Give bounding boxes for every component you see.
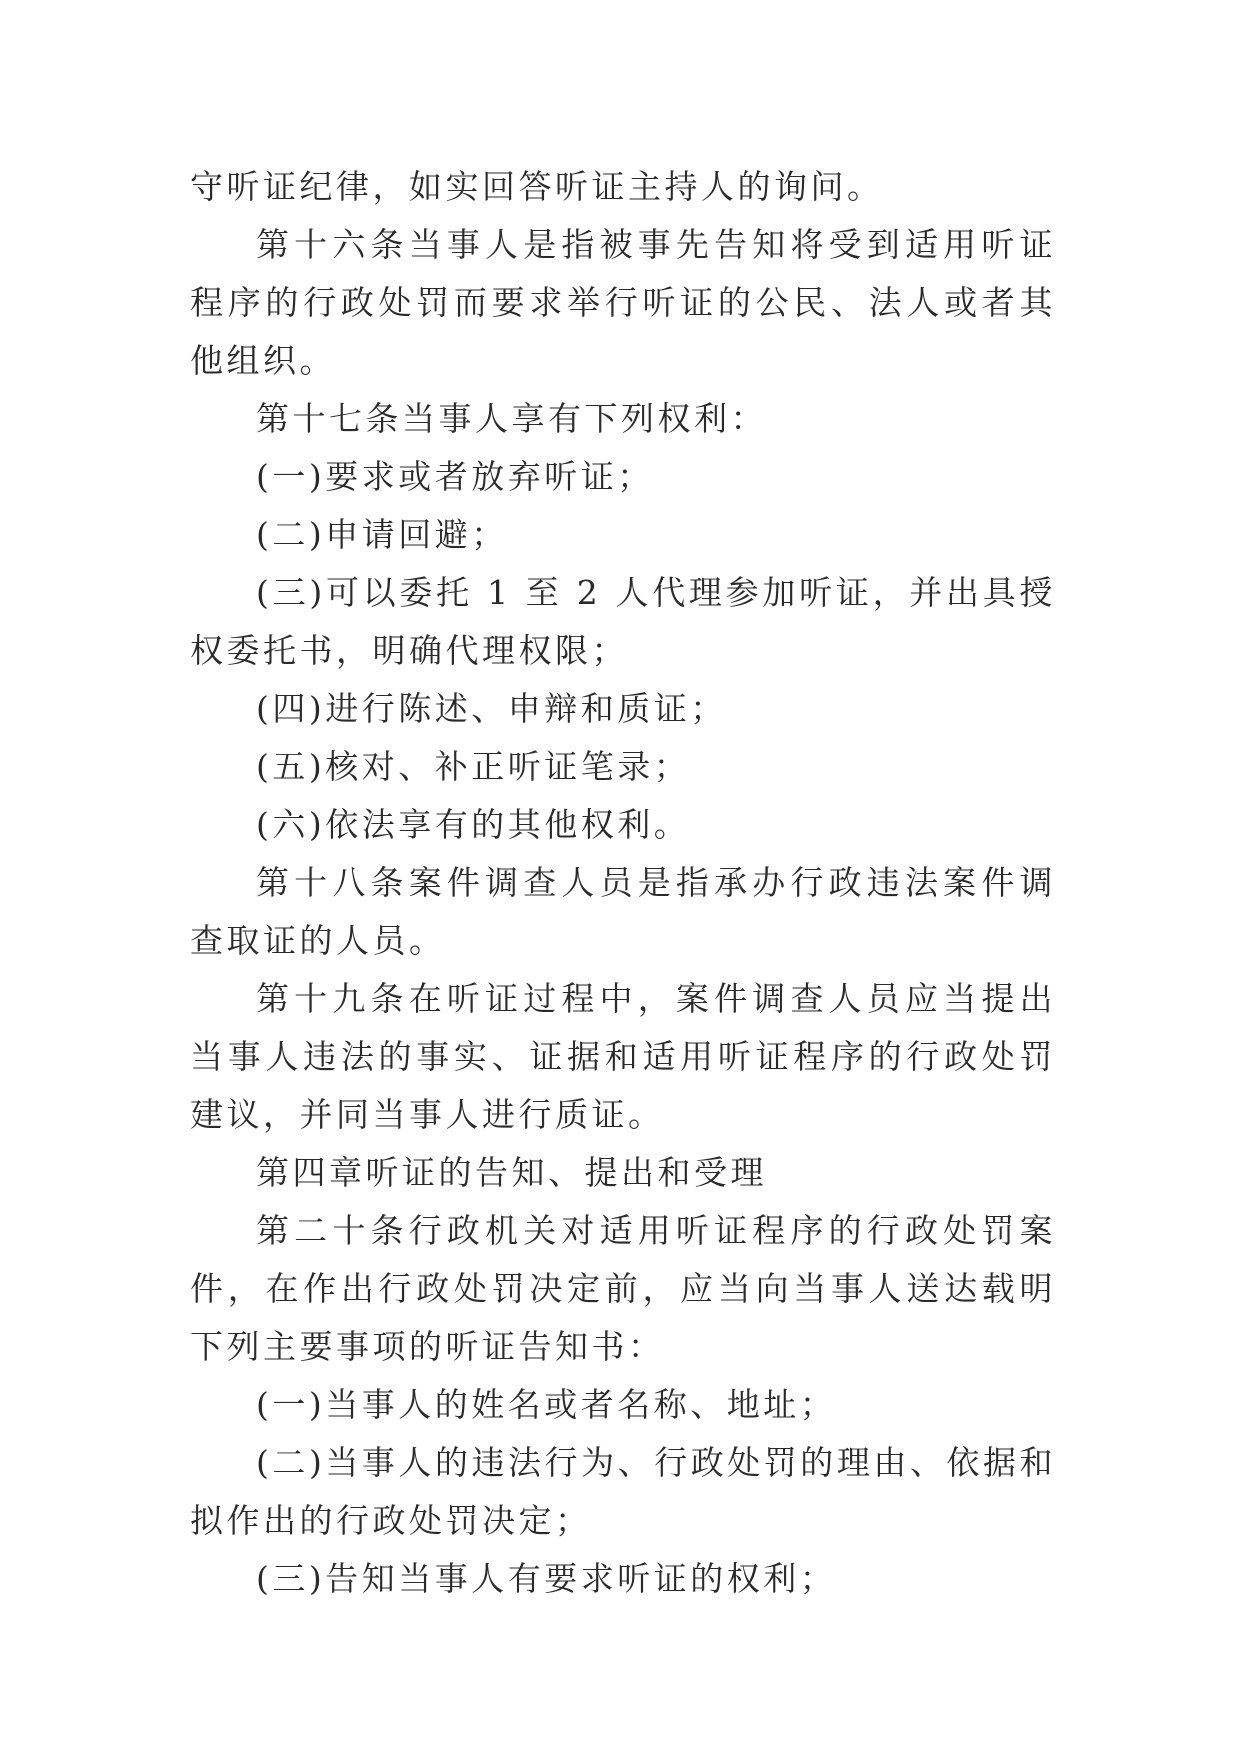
article-17-item-6: (六)依法享有的其他权利。	[256, 805, 691, 844]
article-17-item-4: (四)进行陈述、申辩和质证；	[256, 689, 727, 728]
article-17-item-2: (二)申请回避；	[256, 515, 508, 554]
article-19: 第十九条在听证过程中，案件调查人员应当提出当事人违法的事实、证据和适用听证程序的行政处罚建议，并同当事人进行质证。	[190, 979, 1056, 1134]
article-20-item-3: (三)告知当事人有要求听证的权利；	[256, 1559, 837, 1598]
article-18: 第十八条案件调查人员是指承办行政违法案件调查取证的人员。	[190, 863, 1056, 960]
article-20-item-1: (一)当事人的姓名或者名称、地址；	[256, 1385, 837, 1424]
article-17-item-1: (一)要求或者放弃听证；	[256, 457, 654, 496]
article-17-item-3: (三)可以委托 1 至 2 人代理参加听证，并出具授权委托书，明确代理权限；	[190, 573, 1056, 670]
document-body	[190, 158, 1056, 1608]
chapter-4-heading: 第四章听证的告知、提出和受理	[256, 1153, 767, 1192]
article-20-item-2: (二)当事人的违法行为、行政处罚的理由、依据和拟作出的行政处罚决定；	[190, 1443, 1056, 1540]
article-17-item-5: (五)核对、补正听证笔录；	[256, 747, 691, 786]
paragraph-continuation: 守听证纪律，如实回答听证主持人的询问。	[190, 167, 884, 206]
article-16: 第十六条当事人是指被事先告知将受到适用听证程序的行政处罚而要求举行听证的公民、法人或者其他组织。	[190, 225, 1056, 380]
article-20: 第二十条行政机关对适用听证程序的行政处罚案件，在作出行政处罚决定前，应当向当事人送达载明下列主要事项的听证告知书：	[190, 1211, 1056, 1366]
article-17: 第十七条当事人享有下列权利：	[256, 399, 767, 438]
